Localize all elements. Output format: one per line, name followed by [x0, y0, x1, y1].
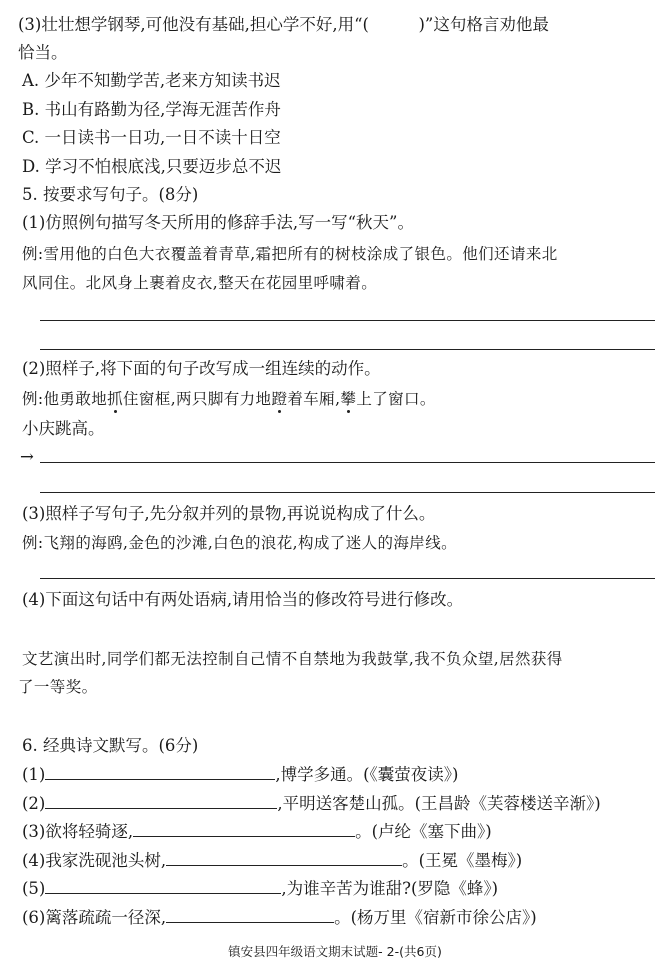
q3-option-c: C. 一日读书一日功,一日不读十日空 [22, 128, 281, 147]
q6-item-6 [22, 905, 537, 929]
q5-title: 5. 按要求写句子。(8分) [22, 185, 199, 204]
q5-4-sentence-line1: 文艺演出时,同学们都无法控制自己情不自禁地为我鼓掌,我不负众望,居然获得 [22, 650, 563, 668]
q6-item-5-number: (5) [22, 879, 46, 898]
q5-2-given-sentence: 小庆跳高。 [22, 419, 105, 438]
q6-item-6-after: 。(杨万里《宿新市徐公店》) [334, 908, 537, 927]
q6-item-2 [22, 791, 601, 815]
q5-3-prompt: (3)照样子写句子,先分叙并列的景物,再说说构成了什么。 [22, 504, 436, 523]
q6-item-2-number: (2) [22, 794, 46, 813]
q6-item-3 [22, 819, 492, 843]
q6-item-6-before: 篱落疏疏一径深, [45, 908, 167, 927]
q5-4-prompt: (4)下面这句话中有两处语病,请用恰当的修改符号进行修改。 [22, 590, 464, 609]
q5-1-example-line1: 例:雪用他的白色大衣覆盖着青草,霜把所有的树枝涂成了银色。他们还请来北 [22, 245, 558, 263]
q5-3-answer-line[interactable] [40, 578, 655, 579]
q5-2-answer-line-2[interactable] [40, 492, 655, 493]
q6-item-3-after: 。(卢纶《塞下曲》) [355, 822, 492, 841]
q5-2-example-part-b: 住窗框,两只脚有力地 [123, 390, 272, 408]
q5-2-emphasis-char-1: 抓 [107, 390, 124, 408]
q3-option-a: A. 少年不知勤学苦,老来方知读书迟 [22, 71, 281, 90]
q6-item-3-blank[interactable] [133, 819, 355, 837]
arrow-icon: → [20, 447, 34, 466]
q3-option-b: B. 书山有路勤为径,学海无涯苦作舟 [22, 100, 281, 119]
q6-item-4-blank[interactable] [166, 848, 402, 866]
q6-item-3-before: 欲将轻骑逐, [45, 822, 134, 841]
page-footer: 镇安县四年级语文期末试题- 2-(共6页) [228, 944, 442, 959]
q5-1-example-line2: 风同住。北风身上裹着皮衣,整天在花园里呼啸着。 [22, 274, 378, 292]
q6-item-2-blank[interactable] [45, 791, 277, 809]
q6-item-6-blank[interactable] [166, 905, 334, 923]
q5-2-example-part-c: 着车厢, [287, 390, 341, 408]
q6-item-1-number: (1) [22, 765, 46, 784]
q6-item-5-blank[interactable] [45, 876, 281, 894]
q5-2-emphasis-char-3: 攀 [340, 390, 357, 408]
q3-stem-line2: 恰当。 [18, 43, 68, 62]
q6-item-4-after: 。(王冕《墨梅》) [402, 851, 523, 870]
q6-item-5 [22, 876, 498, 900]
q6-item-2-after: ,平明送客楚山孤。(王昌龄《芙蓉楼送辛渐》) [277, 794, 601, 813]
q5-2-example [22, 388, 436, 410]
q3-option-d: D. 学习不怕根底浅,只要迈步总不迟 [22, 157, 282, 176]
q6-item-6-number: (6) [22, 908, 46, 927]
q5-2-answer-line-1[interactable] [40, 462, 655, 463]
q5-2-example-part-d: 上了窗口。 [356, 390, 436, 408]
q3-stem-line1: (3)壮壮想学钢琴,可他没有基础,担心学不好,用“( )”这句格言劝他最 [18, 15, 549, 34]
q5-1-prompt: (1)仿照例句描写冬天所用的修辞手法,写一写“秋天”。 [22, 213, 414, 232]
q5-4-sentence-line2: 了一等奖。 [18, 678, 98, 696]
q6-item-5-after: ,为谁辛苦为谁甜?(罗隐《蜂》) [281, 879, 499, 898]
q5-1-answer-line-2[interactable] [40, 349, 655, 350]
q5-2-prompt: (2)照样子,将下面的句子改写成一组连续的动作。 [22, 359, 381, 378]
q5-1-answer-line-1[interactable] [40, 320, 655, 321]
q5-2-emphasis-char-2: 蹬 [271, 390, 288, 408]
q5-2-example-part-a: 例:他勇敢地 [22, 390, 108, 408]
q6-item-4-before: 我家洗砚池头树, [45, 851, 167, 870]
q5-3-example: 例:飞翔的海鸥,金色的沙滩,白色的浪花,构成了迷人的海岸线。 [22, 534, 458, 552]
q6-title: 6. 经典诗文默写。(6分) [22, 736, 199, 755]
q6-item-1-blank[interactable] [45, 762, 275, 780]
q6-item-1-after: ,博学多通。(《囊萤夜读》) [275, 765, 459, 784]
q6-item-4-number: (4) [22, 851, 46, 870]
q6-item-4 [22, 848, 522, 872]
q6-item-3-number: (3) [22, 822, 46, 841]
q6-item-1 [22, 762, 459, 786]
